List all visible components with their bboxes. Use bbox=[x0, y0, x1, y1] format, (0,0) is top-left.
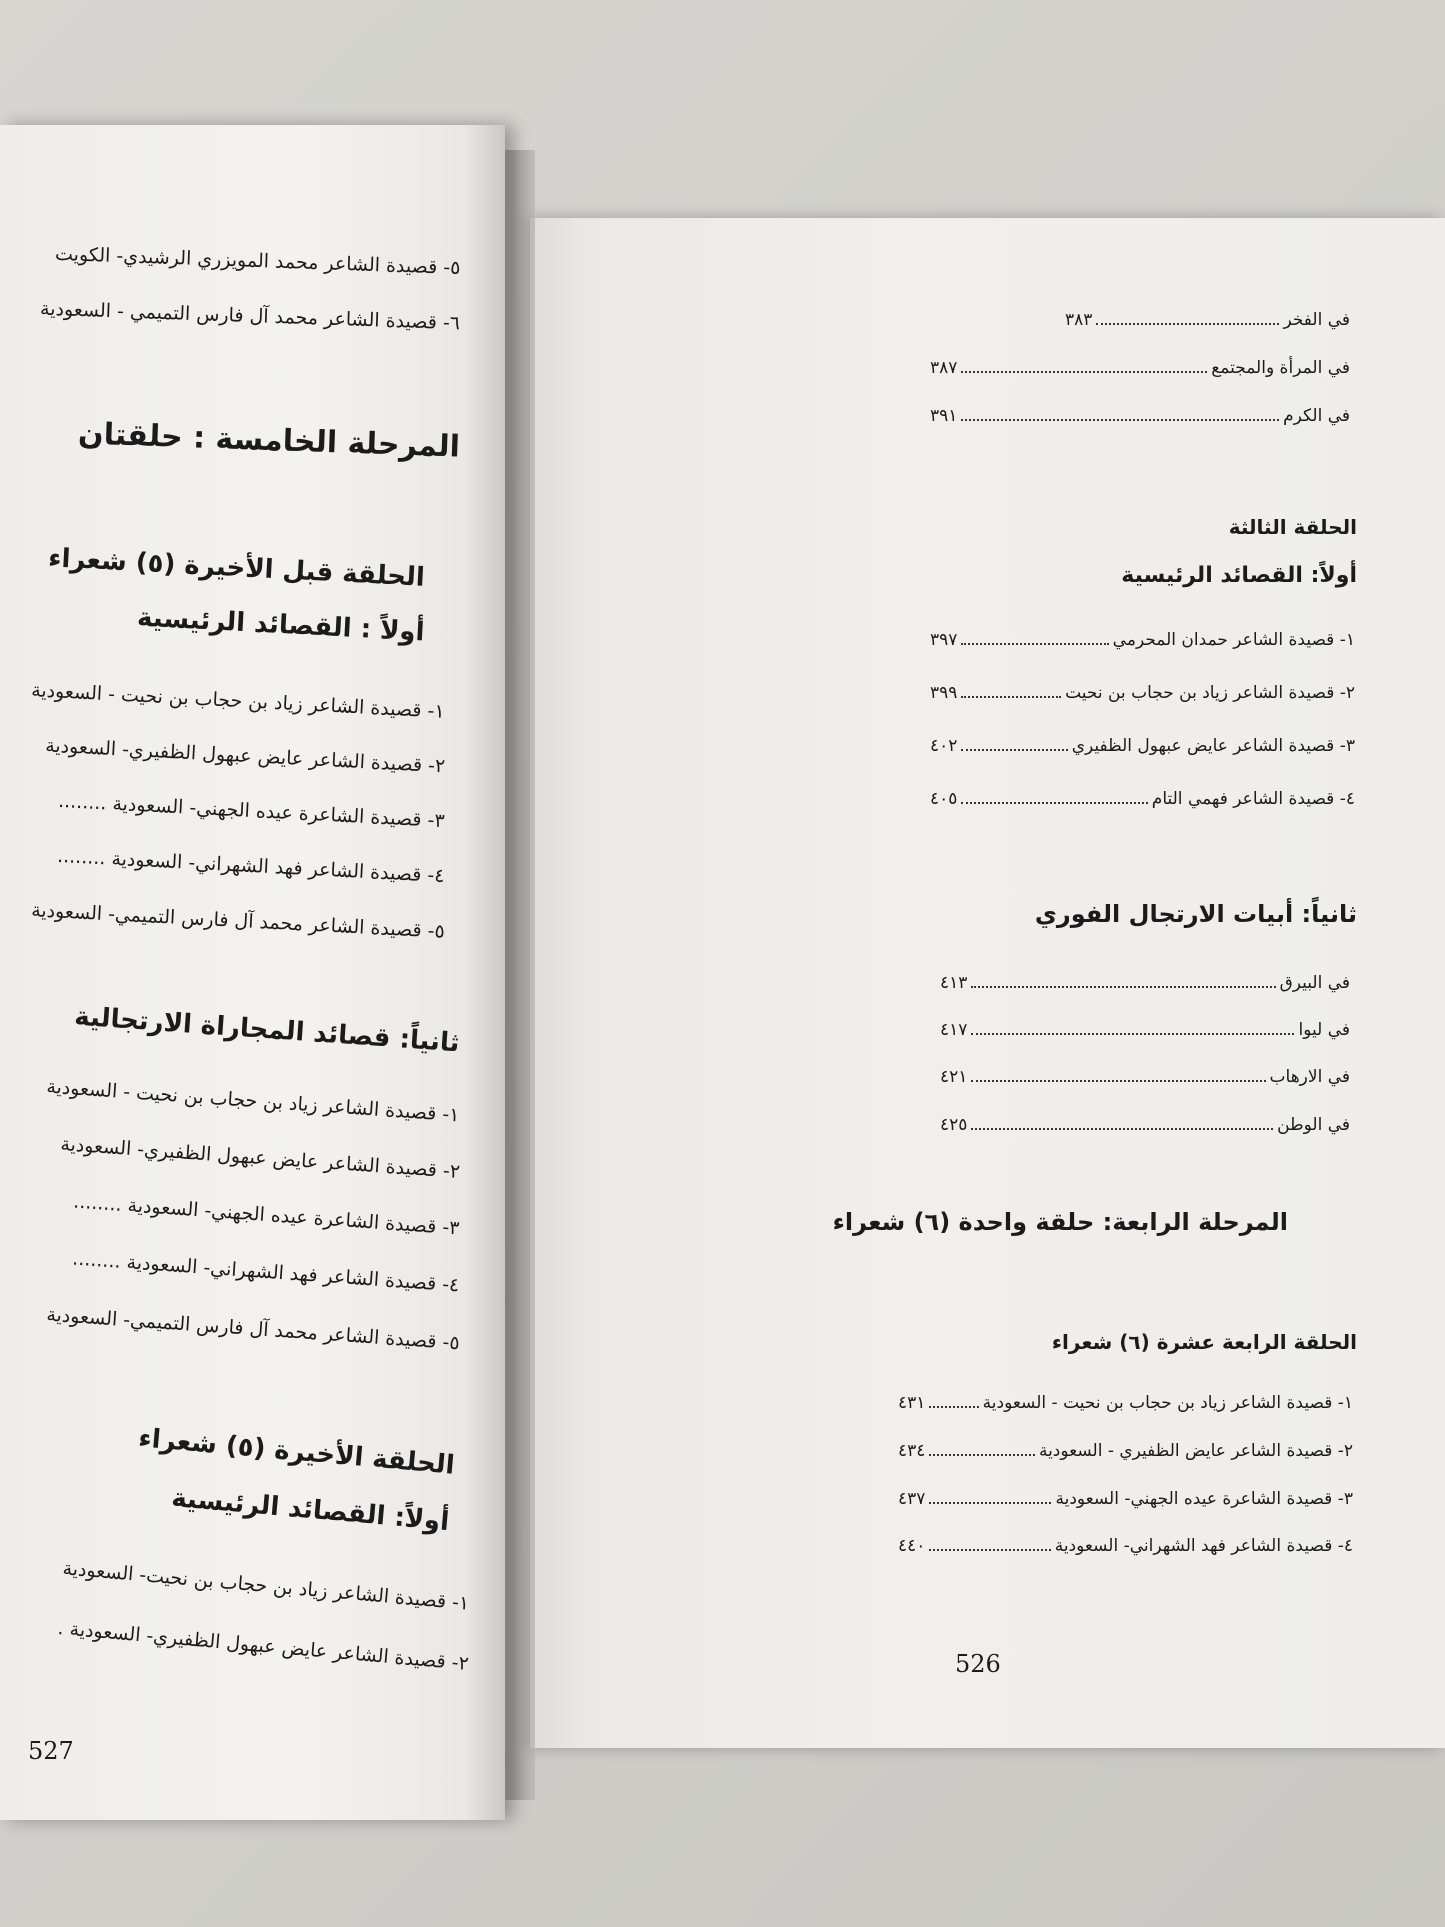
toc-line: ٢- قصيدة الشاعر عايض عبهول الظفيري- السعودية . bbox=[57, 1617, 471, 1675]
final-part-one-title: أولاً: القصائد الرئيسية bbox=[170, 1482, 451, 1538]
toc-entry bbox=[898, 1536, 1353, 1556]
leader-dots bbox=[961, 696, 1061, 698]
toc-entry bbox=[898, 1393, 1353, 1413]
toc-line: ٦- قصيدة الشاعر محمد آل فارس التميمي - السعودية bbox=[39, 297, 461, 335]
toc-entry-page: ٤٢١ bbox=[940, 1067, 968, 1087]
toc-entry-page: ٤٣٤ bbox=[898, 1441, 926, 1461]
leader-dots bbox=[971, 986, 1275, 988]
semi-part-two-title: ثانياً: قصائد المجاراة الارتجالية bbox=[73, 1001, 461, 1059]
toc-entry-label: في ليوا bbox=[1298, 1020, 1350, 1040]
toc-entry-page: ٤٠٥ bbox=[930, 789, 958, 809]
leader-dots bbox=[971, 1033, 1294, 1035]
toc-entry-label: ٢- قصيدة الشاعر عايض الظفيري - السعودية bbox=[1038, 1441, 1353, 1461]
toc-line: ٢- قصيدة الشاعر عايض عبهول الظفيري- السعودية bbox=[44, 734, 446, 778]
leader-dots bbox=[961, 749, 1067, 751]
toc-entry bbox=[940, 1020, 1350, 1040]
toc-line: ٥- قصيدة الشاعر محمد آل فارس التميمي- السعودية bbox=[30, 899, 446, 943]
stage-four-title: المرحلة الرابعة: حلقة واحدة (٦) شعراء bbox=[832, 1208, 1288, 1236]
toc-entry-page: ٤٤٠ bbox=[898, 1536, 926, 1556]
section-title: الحلقة الثالثة bbox=[1228, 515, 1357, 539]
toc-entry-page: ٣٨٧ bbox=[930, 358, 958, 378]
toc-line: ١- قصيدة الشاعر زياد بن حجاب بن نحيت- السعودية bbox=[61, 1557, 471, 1615]
toc-entry-page: ٤٠٢ bbox=[930, 736, 958, 756]
leader-dots bbox=[929, 1454, 1035, 1456]
leader-dots bbox=[1096, 323, 1279, 325]
episode-fourteen-title: الحلقة الرابعة عشرة (٦) شعراء bbox=[1051, 1330, 1357, 1354]
stage-five-title: المرحلة الخامسة : حلقتان bbox=[77, 416, 461, 465]
toc-entry-page: ٤٢٥ bbox=[940, 1115, 968, 1135]
toc-line: ٥- قصيدة الشاعر محمد آل فارس التميمي- السعودية bbox=[45, 1303, 461, 1355]
page-number: 526 bbox=[955, 1650, 1001, 1678]
toc-line: ٤- قصيدة الشاعر فهد الشهراني- السعودية ........ bbox=[56, 844, 446, 888]
toc-entry-page: ٣٩٩ bbox=[930, 683, 958, 703]
semi-part-one-title: أولاً : القصائد الرئيسية bbox=[136, 602, 426, 648]
toc-entry bbox=[930, 683, 1355, 703]
right-page bbox=[530, 218, 1445, 1748]
toc-entry-label: في الفخر bbox=[1283, 310, 1350, 330]
semi-final-title: الحلقة قبل الأخيرة (٥) شعراء bbox=[47, 543, 426, 593]
leader-dots bbox=[961, 643, 1108, 645]
final-title: الحلقة الأخيرة (٥) شعراء bbox=[137, 1423, 456, 1481]
leader-dots bbox=[971, 1080, 1265, 1082]
toc-entry-page: ٣٨٣ bbox=[1065, 310, 1093, 330]
toc-line: ٤- قصيدة الشاعر فهد الشهراني- السعودية ........ bbox=[71, 1247, 461, 1297]
leader-dots bbox=[961, 419, 1279, 421]
toc-entry bbox=[940, 1067, 1350, 1087]
toc-entry-label: ٤- قصيدة الشاعر فهمي التام bbox=[1151, 789, 1355, 809]
toc-entry-page: ٣٩٧ bbox=[930, 630, 958, 650]
toc-line: ٢- قصيدة الشاعر عايض عبهول الظفيري- السعودية bbox=[59, 1133, 461, 1183]
leader-dots bbox=[929, 1549, 1050, 1551]
toc-line: ١- قصيدة الشاعر زياد بن حجاب بن نحيت - السعودية bbox=[45, 1075, 461, 1127]
leader-dots bbox=[961, 802, 1147, 804]
toc-entry bbox=[930, 789, 1355, 809]
toc-entry bbox=[1065, 310, 1350, 330]
leader-dots bbox=[961, 371, 1207, 373]
toc-entry-label: ١- قصيدة الشاعر زياد بن حجاب بن نحيت - السعودية bbox=[982, 1393, 1353, 1413]
toc-line: ٣- قصيدة الشاعرة عيده الجهني- السعودية ........ bbox=[72, 1190, 461, 1240]
toc-entry-page: ٤١٣ bbox=[940, 973, 968, 993]
leader-dots bbox=[971, 1128, 1273, 1130]
leader-dots bbox=[929, 1502, 1051, 1504]
toc-entry-page: ٤١٧ bbox=[940, 1020, 968, 1040]
toc-entry bbox=[930, 736, 1355, 756]
toc-entry-page: ٤٣١ bbox=[898, 1393, 926, 1413]
toc-entry-label: ١- قصيدة الشاعر حمدان المحرمي bbox=[1112, 630, 1355, 650]
toc-entry bbox=[898, 1441, 1353, 1461]
toc-entry-label: ٤- قصيدة الشاعر فهد الشهراني- السعودية bbox=[1054, 1536, 1353, 1556]
toc-entry-label: ٢- قصيدة الشاعر زياد بن حجاب بن نحيت bbox=[1065, 683, 1355, 703]
toc-entry-label: في الارهاب bbox=[1269, 1067, 1350, 1087]
toc-entry bbox=[940, 973, 1350, 993]
toc-line: ٣- قصيدة الشاعرة عيده الجهني- السعودية ........ bbox=[57, 789, 446, 833]
toc-entry-label: في المرأة والمجتمع bbox=[1211, 358, 1350, 378]
part-two-title: ثانياً: أبيات الارتجال الفوري bbox=[1034, 900, 1357, 928]
toc-entry-label: في البيرق bbox=[1279, 973, 1350, 993]
toc-line: ١- قصيدة الشاعر زياد بن حجاب بن نحيت - السعودية bbox=[30, 679, 446, 723]
toc-entry-label: في الوطن bbox=[1277, 1115, 1350, 1135]
toc-entry bbox=[940, 1115, 1350, 1135]
toc-entry-page: ٤٣٧ bbox=[898, 1489, 926, 1509]
page-number: 527 bbox=[28, 1737, 74, 1765]
toc-entry-label: ٣- قصيدة الشاعرة عيده الجهني- السعودية bbox=[1055, 1489, 1353, 1509]
toc-entry-label: ٣- قصيدة الشاعر عايض عبهول الظفيري bbox=[1071, 736, 1355, 756]
toc-entry bbox=[930, 630, 1355, 650]
toc-entry bbox=[898, 1489, 1353, 1509]
toc-entry-label: في الكرم bbox=[1283, 406, 1350, 426]
left-page bbox=[0, 125, 505, 1820]
toc-entry-page: ٣٩١ bbox=[930, 406, 958, 426]
leader-dots bbox=[929, 1406, 978, 1408]
toc-entry bbox=[930, 358, 1350, 378]
part-one-title: أولاً: القصائد الرئيسية bbox=[1121, 563, 1357, 588]
toc-line: ٥- قصيدة الشاعر محمد المويزري الرشيدي- الكويت bbox=[54, 242, 461, 280]
toc-entry bbox=[930, 406, 1350, 426]
